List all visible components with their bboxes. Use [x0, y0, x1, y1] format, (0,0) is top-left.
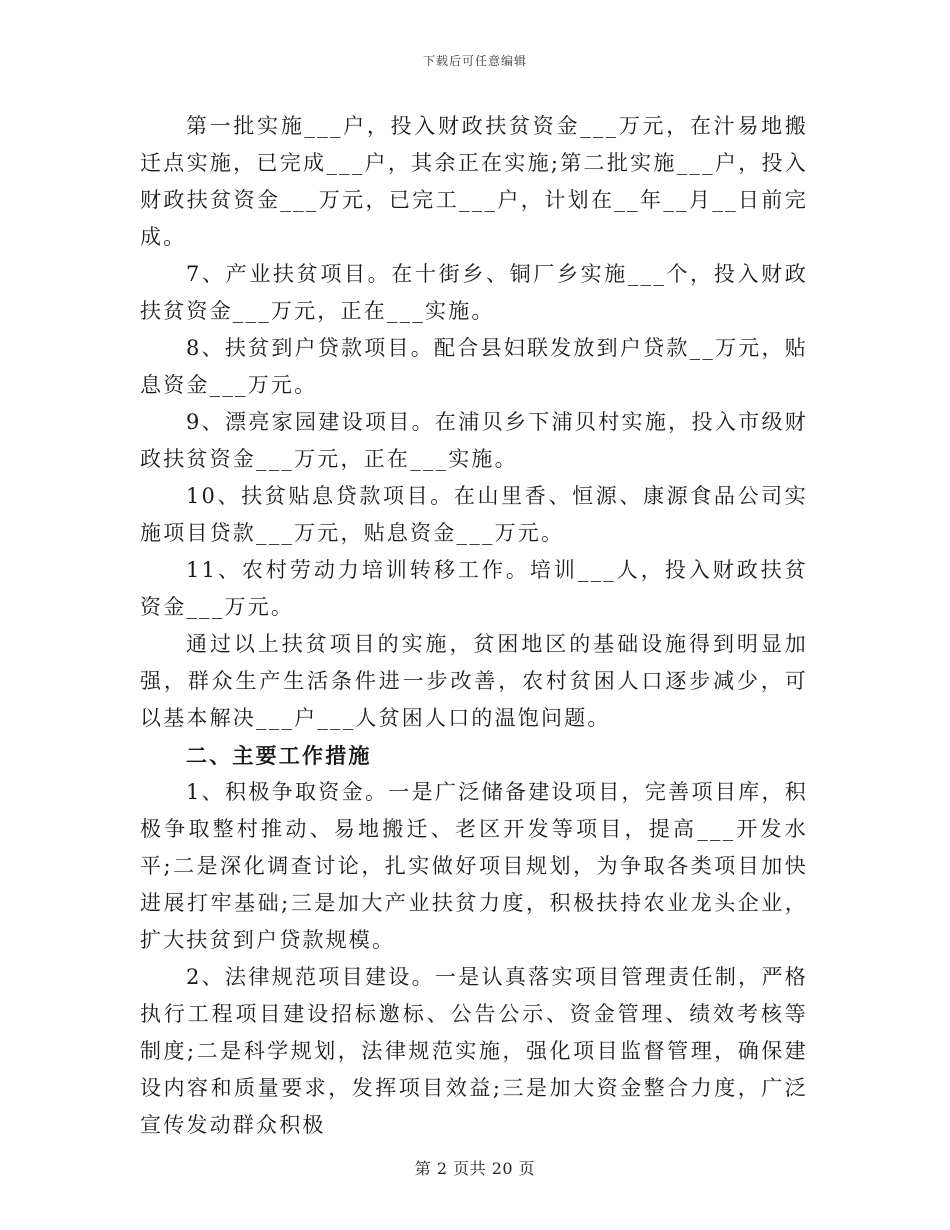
- paragraph-item-8: 8、扶贫到户贷款项目。配合县妇联发放到户贷款__万元，贴息资金___万元。: [140, 336, 808, 397]
- document-body: [140, 108, 808, 1144]
- paragraph-item-10: 10、扶贫贴息贷款项目。在山里香、恒源、康源食品公司实施项目贷款___万元，贴息资金___万元。: [140, 484, 808, 545]
- section-heading: 二、主要工作措施: [186, 743, 372, 768]
- paragraph-item-11: 11、农村劳动力培训转移工作。培训___人，投入财政扶贫资金___万元。: [140, 558, 808, 619]
- page-footer: 第 2 页共 20 页: [414, 1159, 536, 1178]
- paragraph-summary: 通过以上扶贫项目的实施，贫困地区的基础设施得到明显加强，群众生产生活条件进一步改善，农村贫困人口逐步减少，可以基本解决___户___人贫困人口的温饱问题。: [140, 632, 808, 730]
- paragraph-item-7: 7、产业扶贫项目。在十街乡、铜厂乡实施___个，投入财政扶贫资金___万元，正在___实施。: [140, 262, 808, 323]
- paragraph-measure-2: 2、法律规范项目建设。一是认真落实项目管理责任制，严格执行工程项目建设招标邀标、公告公示、资金管理、绩效考核等制度;二是科学规划，法律规范实施，强化项目监督管理，确保建设内容和质量要求，发挥项目效益;三是加大资金整合力度，广泛宣传发动群众积极: [140, 965, 808, 1137]
- page-header: 下载后可任意编辑: [422, 54, 527, 68]
- paragraph-relocation-batches: 第一批实施___户，投入财政扶贫资金___万元，在汁易地搬迁点实施，已完成___户，其余正在实施;第二批实施___户，投入财政扶贫资金___万元，已完工___户，计划在__年__月__日前完成。: [140, 114, 808, 249]
- paragraph-item-9: 9、漂亮家园建设项目。在浦贝乡下浦贝村实施，投入市级财政扶贫资金___万元，正在___实施。: [140, 410, 808, 471]
- paragraph-measure-1: 1、积极争取资金。一是广泛储备建设项目，完善项目库，积极争取整村推动、易地搬迁、老区开发等项目，提高___开发水平;二是深化调查讨论，扎实做好项目规划，为争取各类项目加快进展打牢基础;三是加大产业扶贫力度，积极扶持农业龙头企业，扩大扶贫到户贷款规模。: [140, 780, 808, 952]
